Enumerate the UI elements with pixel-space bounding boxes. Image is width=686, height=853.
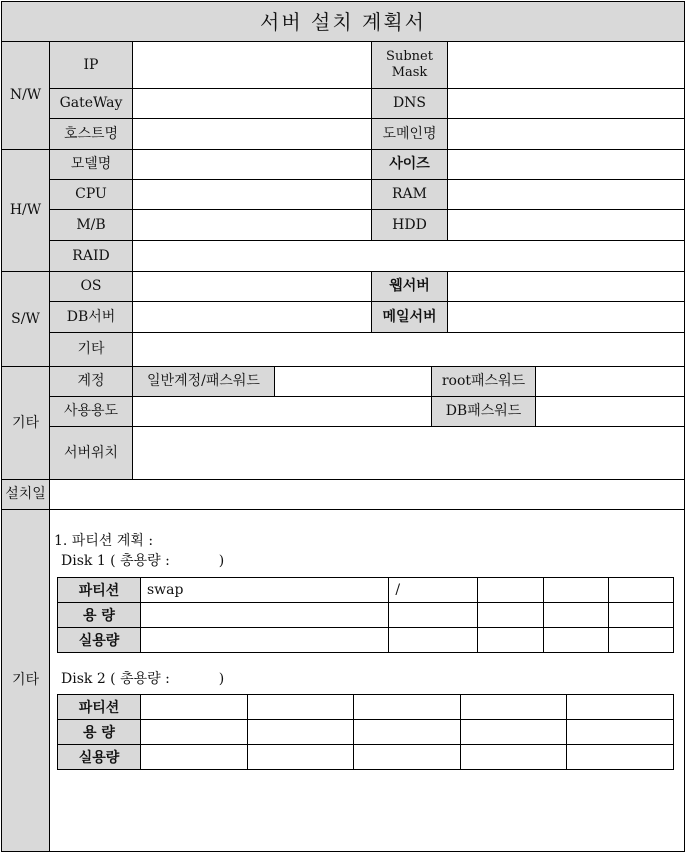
label-db-server: DB서버	[50, 302, 133, 333]
disk1-part-4[interactable]	[543, 578, 608, 603]
table-cell[interactable]	[608, 603, 673, 628]
table-cell[interactable]	[567, 745, 674, 770]
table-cell[interactable]	[543, 603, 608, 628]
label-root-password: root패스워드	[432, 367, 536, 397]
disk2-part-1[interactable]	[141, 695, 248, 720]
section-label-partition: 기타	[2, 510, 50, 851]
table-cell[interactable]	[141, 745, 248, 770]
table-cell[interactable]	[460, 745, 567, 770]
gateway-field[interactable]	[133, 89, 372, 119]
general-account-field[interactable]	[275, 367, 432, 397]
model-field[interactable]	[133, 150, 372, 180]
row-label-real-capacity: 실용량	[58, 745, 141, 770]
label-subnet-mask: Subnet Mask	[372, 42, 448, 89]
disk1-part-3[interactable]	[478, 578, 543, 603]
ip-field[interactable]	[133, 42, 372, 89]
install-date-field[interactable]	[50, 480, 684, 510]
server-location-field[interactable]	[133, 427, 684, 480]
table-cell[interactable]	[460, 720, 567, 745]
size-field[interactable]	[448, 150, 684, 180]
section-label-etc: 기타	[2, 367, 50, 480]
row-label-capacity: 용 량	[58, 720, 141, 745]
label-size: 사이즈	[372, 150, 448, 180]
table-cell[interactable]	[608, 628, 673, 653]
table-cell[interactable]	[354, 720, 461, 745]
table-cell[interactable]	[354, 745, 461, 770]
table-cell[interactable]	[389, 603, 478, 628]
table-row	[58, 603, 674, 628]
disk1-label: Disk 1 ( 총용량 : )	[61, 553, 225, 569]
label-cpu: CPU	[50, 180, 133, 210]
table-cell[interactable]	[141, 720, 248, 745]
label-os: OS	[50, 272, 133, 302]
table-cell[interactable]	[247, 720, 354, 745]
raid-field[interactable]	[133, 241, 684, 272]
row-label-capacity: 용 량	[58, 603, 141, 628]
table-row	[58, 578, 674, 603]
subnet-mask-field[interactable]	[448, 42, 684, 89]
table-cell[interactable]	[141, 603, 389, 628]
label-ram: RAM	[372, 180, 448, 210]
label-mail-server: 메일서버	[372, 302, 448, 333]
label-gateway: GateWay	[50, 89, 133, 119]
cpu-field[interactable]	[133, 180, 372, 210]
table-row	[58, 695, 674, 720]
partition-heading: 1. 파티션 계획 :	[54, 533, 154, 549]
label-ip: IP	[50, 42, 133, 89]
os-field[interactable]	[133, 272, 372, 302]
disk2-part-5[interactable]	[567, 695, 674, 720]
table-cell[interactable]	[478, 628, 543, 653]
label-sw-etc: 기타	[50, 333, 133, 367]
disk2-part-4[interactable]	[460, 695, 567, 720]
label-raid: RAID	[50, 241, 133, 272]
mb-field[interactable]	[133, 210, 372, 241]
label-hdd: HDD	[372, 210, 448, 241]
mail-server-field[interactable]	[448, 302, 684, 333]
domain-name-field[interactable]	[448, 119, 684, 150]
label-domain-name: 도메인명	[372, 119, 448, 150]
label-hostname: 호스트명	[50, 119, 133, 150]
hostname-field[interactable]	[133, 119, 372, 150]
server-install-plan-form	[1, 1, 685, 852]
db-password-field[interactable]	[536, 397, 684, 427]
label-server-location: 서버위치	[50, 427, 133, 480]
dns-field[interactable]	[448, 89, 684, 119]
label-dns: DNS	[372, 89, 448, 119]
disk1-part-2[interactable]: /	[389, 578, 478, 603]
usage-field[interactable]	[133, 397, 432, 427]
row-label-partition: 파티션	[58, 695, 141, 720]
table-row	[58, 745, 674, 770]
disk2-part-2[interactable]	[247, 695, 354, 720]
section-label-hw: H/W	[2, 150, 50, 272]
disk2-partition-table	[57, 694, 674, 770]
row-label-partition: 파티션	[58, 578, 141, 603]
label-mb: M/B	[50, 210, 133, 241]
page-title: 서버 설치 계획서	[2, 2, 684, 42]
hdd-field[interactable]	[448, 210, 684, 241]
label-account: 계정	[50, 367, 133, 397]
table-cell[interactable]	[247, 745, 354, 770]
table-cell[interactable]	[141, 628, 389, 653]
label-web-server: 웹서버	[372, 272, 448, 302]
label-usage: 사용용도	[50, 397, 133, 427]
label-db-password: DB패스워드	[432, 397, 536, 427]
db-server-field[interactable]	[133, 302, 372, 333]
disk2-part-3[interactable]	[354, 695, 461, 720]
disk1-partition-table	[57, 577, 674, 653]
label-install-date: 설치일	[2, 480, 50, 510]
table-row	[58, 720, 674, 745]
section-label-nw: N/W	[2, 42, 50, 150]
disk1-part-1[interactable]: swap	[141, 578, 389, 603]
table-cell[interactable]	[389, 628, 478, 653]
sw-etc-field[interactable]	[133, 333, 684, 367]
table-cell[interactable]	[543, 628, 608, 653]
root-password-field[interactable]	[536, 367, 684, 397]
label-model: 모델명	[50, 150, 133, 180]
label-general-account: 일반계정/패스워드	[133, 367, 275, 397]
web-server-field[interactable]	[448, 272, 684, 302]
disk1-part-5[interactable]	[608, 578, 673, 603]
disk2-label: Disk 2 ( 총용량 : )	[61, 671, 225, 687]
table-cell[interactable]	[478, 603, 543, 628]
row-label-real-capacity: 실용량	[58, 628, 141, 653]
section-label-sw: S/W	[2, 272, 50, 367]
ram-field[interactable]	[448, 180, 684, 210]
table-cell[interactable]	[567, 720, 674, 745]
table-row	[58, 628, 674, 653]
